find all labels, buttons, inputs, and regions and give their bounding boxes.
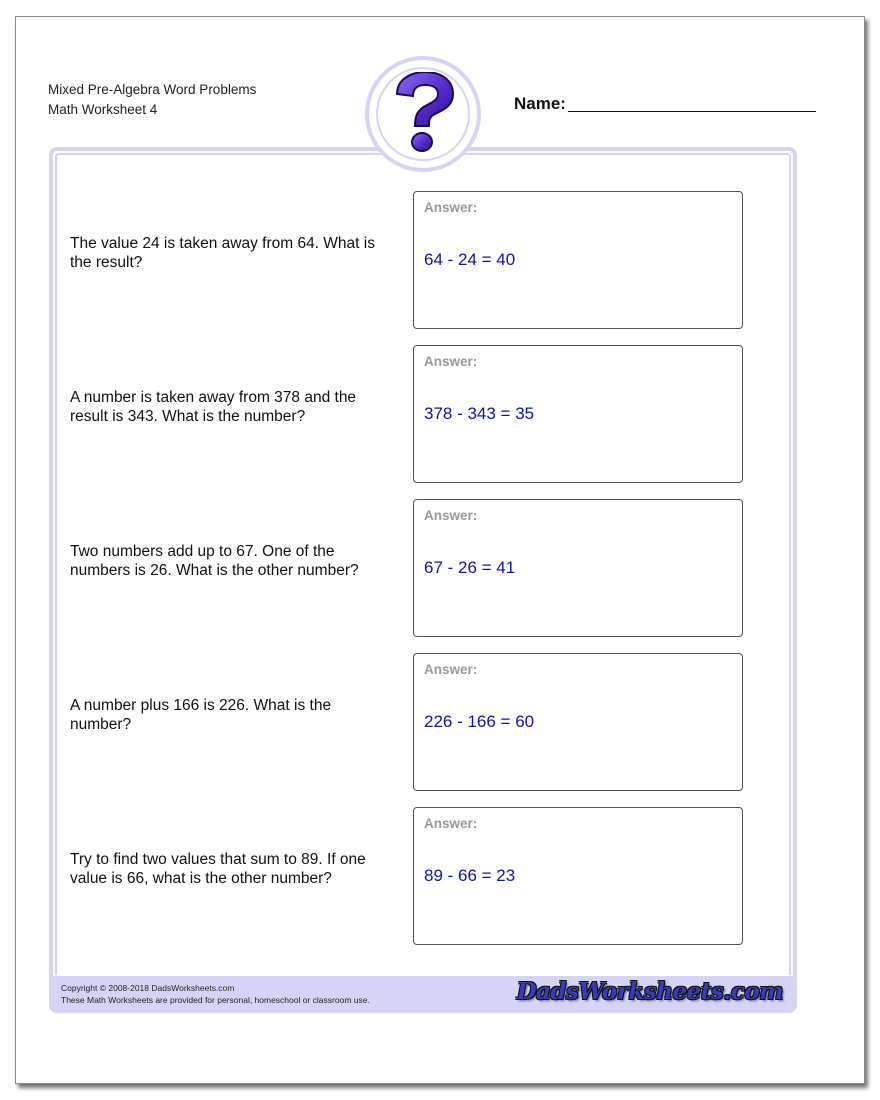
copyright-text: Copyright © 2008-2018 DadsWorksheets.com: [61, 983, 235, 993]
answer-value: 64 - 24 = 40: [424, 250, 516, 269]
logo-badge: [365, 56, 481, 172]
problem-text: Two numbers add up to 67. One of the numbers is 26. What is the other number?: [70, 543, 359, 579]
answer-box[interactable]: [413, 653, 743, 791]
worksheet-title-block: [48, 80, 256, 120]
name-field-line: [568, 111, 816, 112]
answer-value: 67 - 26 = 41: [424, 558, 516, 577]
answer-label: Answer:: [424, 200, 478, 215]
problem-text: A number is taken away from 378 and the result is 343. What is the number?: [70, 389, 357, 425]
problem-text: A number plus 166 is 226. What is the number?: [70, 697, 332, 733]
footer: [49, 976, 797, 1013]
answer-label: Answer:: [424, 816, 478, 831]
problem-text: The value 24 is taken away from 64. What is the result?: [70, 235, 375, 271]
answer-label: Answer:: [424, 662, 478, 677]
worksheet-subtitle: Math Worksheet 4: [48, 102, 158, 117]
name-label: Name:: [514, 94, 566, 113]
answer-box[interactable]: [413, 345, 743, 483]
problem-text: Try to find two values that sum to 89. If one value is 66, what is the other number?: [70, 851, 366, 887]
answer-value: 89 - 66 = 23: [424, 866, 516, 885]
question-mark-icon: [389, 72, 459, 156]
answer-box[interactable]: [413, 499, 743, 637]
footer-copyright-block: [61, 982, 370, 1006]
worksheet-title: Mixed Pre-Algebra Word Problems: [48, 82, 257, 97]
answer-box[interactable]: [413, 807, 743, 945]
answer-value: 378 - 343 = 35: [424, 404, 535, 423]
answer-label: Answer:: [424, 508, 478, 523]
usage-text: These Math Worksheets are provided for personal, homeschool or classroom use.: [61, 995, 370, 1005]
answer-value: 226 - 166 = 60: [424, 712, 535, 731]
answer-box[interactable]: [413, 191, 743, 329]
answer-label: Answer:: [424, 354, 478, 369]
brand-logo[interactable]: DadsWorksheets.com: [516, 978, 783, 1005]
